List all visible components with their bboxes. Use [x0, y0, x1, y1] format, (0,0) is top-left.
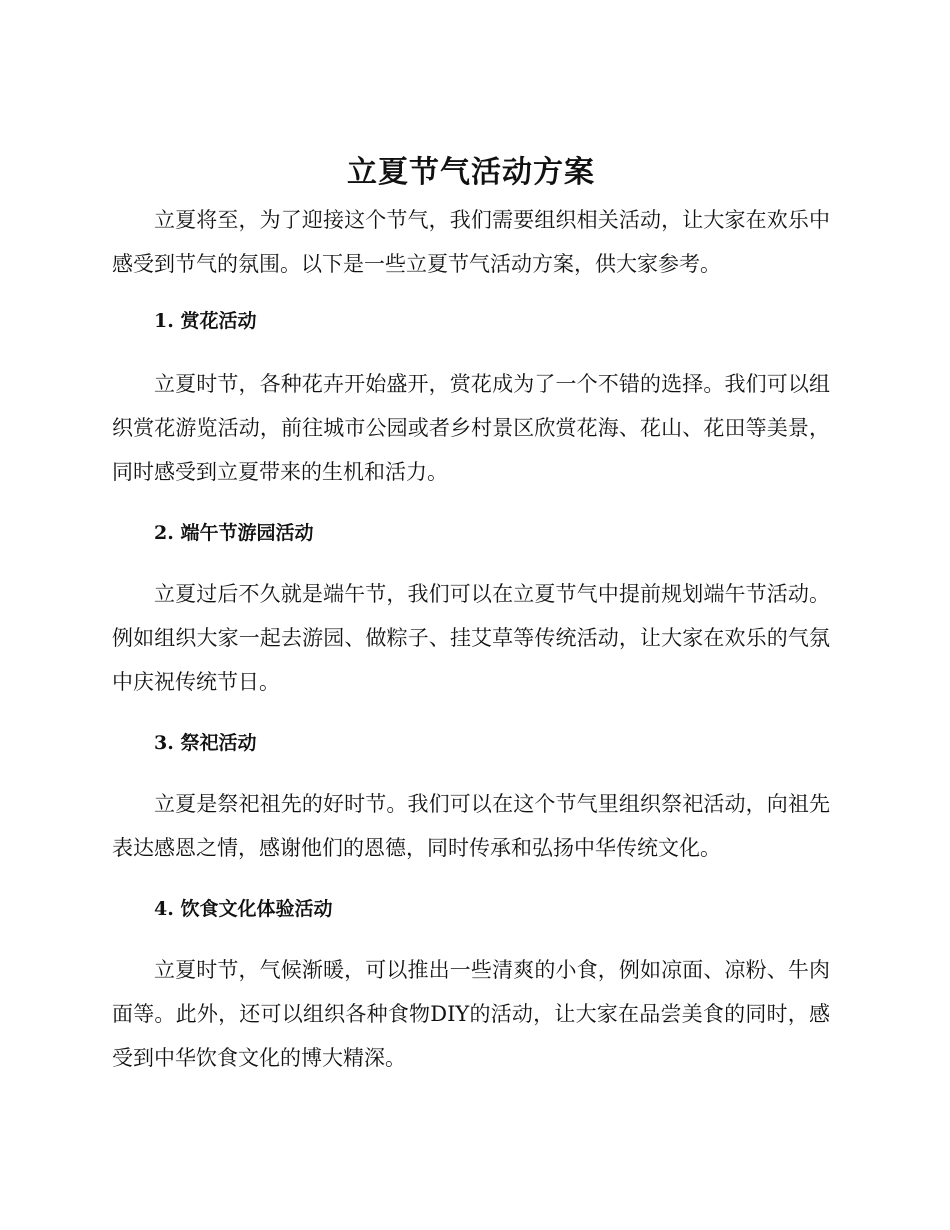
section-body-ancestor-worship: 立夏是祭祀祖先的好时节。我们可以在这个节气里组织祭祀活动，向祖先表达感恩之情，感谢他们的恩德，同时传承和弘扬中华传统文化。 — [112, 792, 830, 860]
document-title: 立夏节气活动方案 — [347, 155, 595, 190]
document-page — [112, 0, 830, 1080]
section-body-flower-viewing: 立夏时节，各种花卉开始盛开，赏花成为了一个不错的选择。我们可以组织赏花游览活动，前往城市公园或者乡村景区欣赏花海、花山、花田等美景，同时感受到立夏带来的生机和活力。 — [112, 372, 830, 484]
section-heading-ancestor-worship: 3. 祭祀活动 — [154, 732, 257, 754]
section-body-food-culture: 立夏时节，气候渐暖，可以推出一些清爽的小食，例如凉面、凉粉、牛肉面等。此外，还可以组织各种食物DIY的活动，让大家在品尝美食的同时，感受到中华饮食文化的博大精深。 — [112, 958, 830, 1070]
section-heading-dragon-boat-garden: 2. 端午节游园活动 — [154, 522, 314, 544]
section-heading-food-culture: 4. 饮食文化体验活动 — [154, 898, 333, 920]
section-heading-flower-viewing: 1. 赏花活动 — [154, 310, 257, 332]
intro-paragraph: 立夏将至，为了迎接这个节气，我们需要组织相关活动，让大家在欢乐中感受到节气的氛围。以下是一些立夏节气活动方案，供大家参考。 — [112, 208, 830, 276]
section-body-dragon-boat-garden: 立夏过后不久就是端午节，我们可以在立夏节气中提前规划端午节活动。例如组织大家一起去游园、做粽子、挂艾草等传统活动，让大家在欢乐的气氛中庆祝传统节日。 — [112, 582, 830, 694]
